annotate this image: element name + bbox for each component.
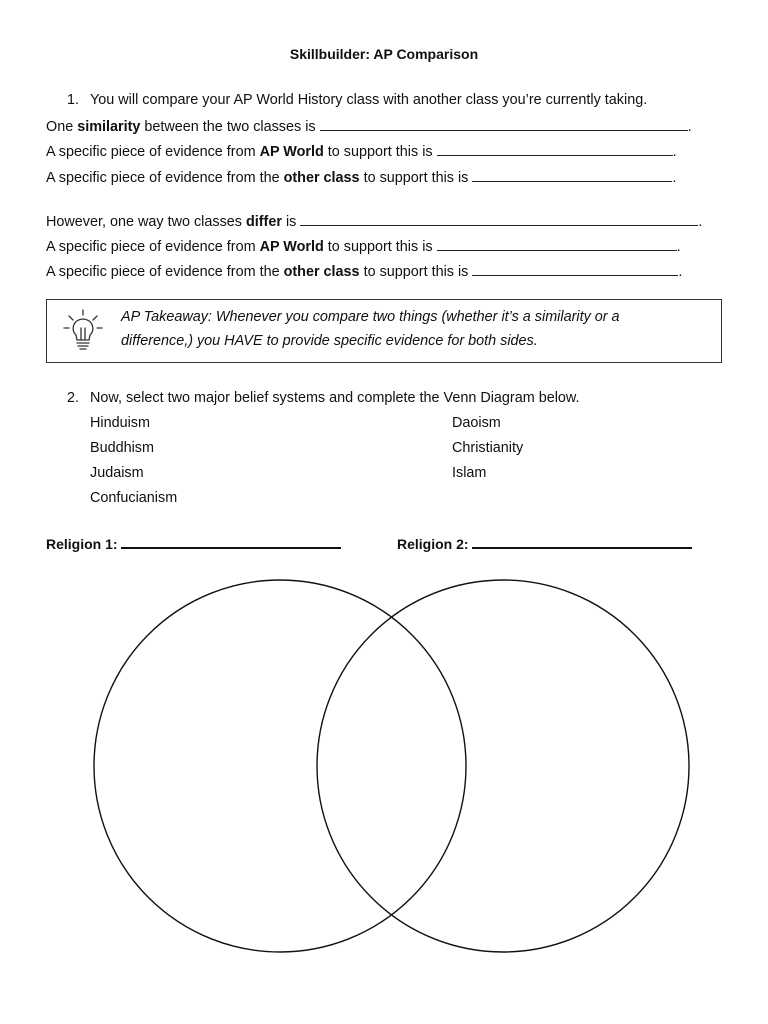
takeaway-line-2: difference,) you HAVE to provide specific evidence for both sides.: [121, 333, 538, 349]
religion-1-label: Religion 1:: [46, 536, 118, 552]
option-christianity: Christianity: [452, 440, 524, 456]
differ-pre: However, one way two classes: [46, 214, 246, 230]
evidence-other-sim-post: to support this is: [359, 170, 473, 186]
question-1-prompt: You will compare your AP World History class with another class you’re currently taking.: [90, 92, 648, 108]
evidence-other-diff-end: .: [678, 264, 683, 280]
evidence-ap-diff-end: .: [676, 239, 681, 255]
venn-circle-left[interactable]: [94, 580, 466, 952]
evidence-other-diff-post: to support this is: [359, 264, 473, 280]
similarity-end: .: [687, 119, 692, 135]
takeaway-line-1: AP Takeaway: Whenever you compare two things (whether it’s a similarity or a: [121, 309, 620, 325]
question-2-prompt: Now, select two major belief systems and complete the Venn Diagram below.: [90, 390, 580, 406]
evidence-ap-diff-bold: AP World: [259, 239, 324, 255]
evidence-ap-diff-post: to support this is: [323, 239, 437, 255]
differ-post: is: [281, 214, 301, 230]
similarity-pre: One: [46, 119, 78, 135]
option-hinduism: Hinduism: [90, 415, 150, 431]
option-confucianism: Confucianism: [90, 490, 178, 506]
evidence-ap-sim-pre: A specific piece of evidence from: [46, 144, 260, 160]
option-buddhism: Buddhism: [90, 440, 154, 456]
religion-2-label: Religion 2:: [397, 536, 469, 552]
evidence-other-diff-blank[interactable]: [472, 263, 678, 276]
evidence-ap-diff-pre: A specific piece of evidence from: [46, 239, 260, 255]
religion-2-blank[interactable]: [472, 535, 692, 549]
differ-line: [46, 213, 702, 230]
evidence-ap-sim-bold: AP World: [259, 144, 324, 160]
evidence-other-sim-pre: A specific piece of evidence from the: [46, 170, 284, 186]
evidence-other-sim-end: .: [672, 170, 677, 186]
evidence-ap-diff-blank[interactable]: [437, 238, 677, 251]
lightbulb-icon: [63, 308, 103, 354]
venn-circle-right[interactable]: [317, 580, 689, 952]
evidence-ap-sim-post: to support this is: [323, 144, 437, 160]
evidence-other-diff-bold: other class: [283, 264, 360, 280]
venn-diagram: [0, 555, 768, 975]
question-1-number: 1.: [67, 92, 80, 108]
evidence-other-diff-line: [46, 263, 682, 280]
option-islam: Islam: [452, 465, 487, 481]
evidence-ap-diff-line: [46, 238, 681, 255]
evidence-other-sim-blank[interactable]: [472, 169, 672, 182]
evidence-other-sim-bold: other class: [283, 170, 360, 186]
differ-bold: differ: [245, 214, 282, 230]
takeaway-text: [121, 305, 620, 353]
page-title: Skillbuilder: AP Comparison: [289, 46, 479, 62]
similarity-bold: similarity: [77, 119, 141, 135]
option-daoism: Daoism: [452, 415, 501, 431]
evidence-ap-sim-line: [46, 143, 677, 160]
religion-1-field: [46, 535, 341, 552]
differ-end: .: [698, 214, 703, 230]
similarity-line: [46, 118, 692, 135]
evidence-ap-sim-end: .: [672, 144, 677, 160]
similarity-post: between the two classes is: [140, 119, 320, 135]
evidence-ap-sim-blank[interactable]: [437, 143, 673, 156]
differ-blank[interactable]: [300, 213, 698, 226]
takeaway-box: [46, 299, 722, 363]
option-judaism: Judaism: [90, 465, 144, 481]
question-2-number: 2.: [67, 390, 80, 406]
similarity-blank[interactable]: [320, 118, 688, 131]
religion-2-field: [397, 535, 692, 552]
evidence-other-sim-line: [46, 169, 676, 186]
evidence-other-diff-pre: A specific piece of evidence from the: [46, 264, 284, 280]
religion-1-blank[interactable]: [121, 535, 341, 549]
